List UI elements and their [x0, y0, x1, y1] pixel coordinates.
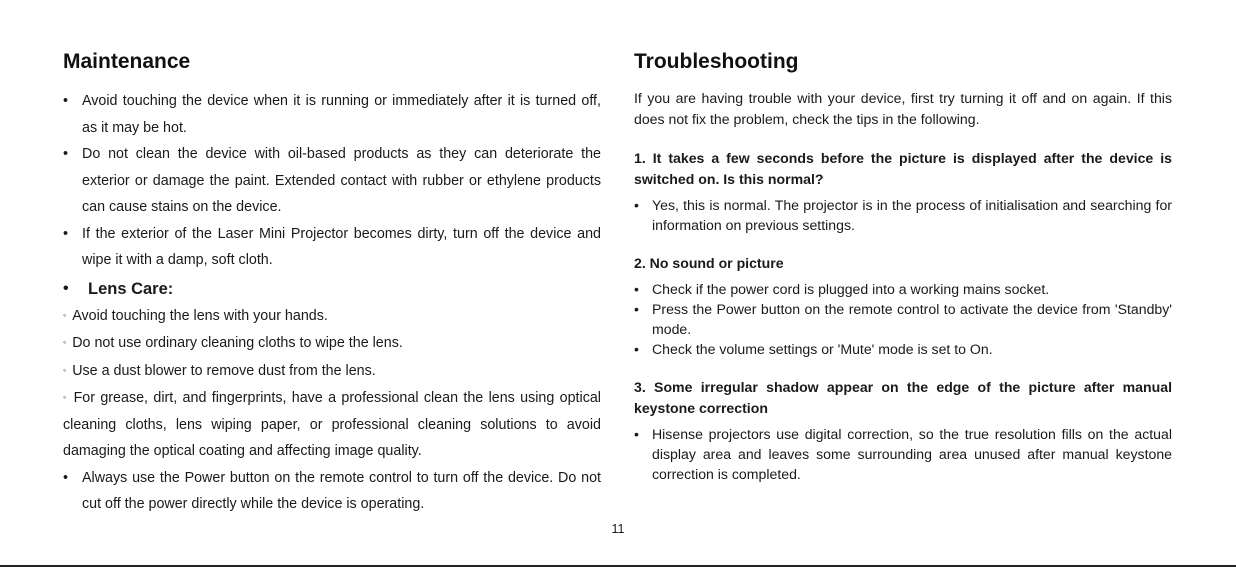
troubleshooting-column	[634, 48, 1172, 484]
answer-item: • Check if the power cord is plugged into a working mains socket.	[634, 281, 1050, 297]
lens-care-item: ◦ Avoid touching the lens with your hands.	[63, 307, 328, 324]
question-heading: 3. Some irregular shadow appear on the edge of the picture after manual keystone correction	[634, 379, 1172, 416]
troubleshooting-intro: If you are having trouble with your device, first try turning it off and on again. If this does not fix the problem, check the tips in the following.	[634, 90, 1172, 127]
maintenance-column	[63, 48, 601, 518]
question-heading: 2. No sound or picture	[634, 255, 784, 271]
answer-item: • Press the Power button on the remote control to activate the device from 'Standby' mode.	[634, 301, 1172, 337]
question-heading: 1. It takes a few seconds before the picture is displayed after the device is switched on. Is this normal?	[634, 150, 1172, 187]
lens-care-item: ◦ Use a dust blower to remove dust from the lens.	[63, 362, 376, 379]
lens-care-item: ◦ For grease, dirt, and fingerprints, have a professional clean the lens using optical cleaning cloths, lens wiping paper, or professional cleaning solutions to avoid damaging the optical coating and affecting image quality.	[63, 390, 601, 459]
lens-care-item: ◦ Do not use ordinary cleaning cloths to wipe the lens.	[63, 335, 403, 351]
maintenance-item: • Always use the Power button on the remote control to turn off the device. Do not cut off the power directly while the device is operating.	[63, 469, 601, 512]
answer-item: • Hisense projectors use digital correction, so the true resolution fills on the actual display area and leaves some surrounding area unused after manual keystone correction is completed.	[634, 426, 1172, 482]
maintenance-item: • Avoid touching the device when it is running or immediately after it is turned off, as it may be hot.	[63, 93, 601, 136]
maintenance-heading: Maintenance	[63, 50, 191, 73]
maintenance-item: • If the exterior of the Laser Mini Projector becomes dirty, turn off the device and wipe it with a damp, soft cloth.	[63, 225, 601, 268]
lens-care-heading: • Lens Care:	[63, 279, 174, 298]
answer-item: • Check the volume settings or 'Mute' mode is set to On.	[634, 341, 993, 357]
answer-item: • Yes, this is normal. The projector is in the process of initialisation and searching for information on previous settings.	[634, 197, 1172, 233]
bottom-rule	[0, 565, 1236, 567]
page-number: 11	[611, 522, 625, 536]
maintenance-item: • Do not clean the device with oil-based products as they can deteriorate the exterior or damage the paint. Extended contact with rubber or ethylene products can cause stains on the device.	[63, 146, 601, 215]
troubleshooting-heading: Troubleshooting	[634, 50, 799, 73]
